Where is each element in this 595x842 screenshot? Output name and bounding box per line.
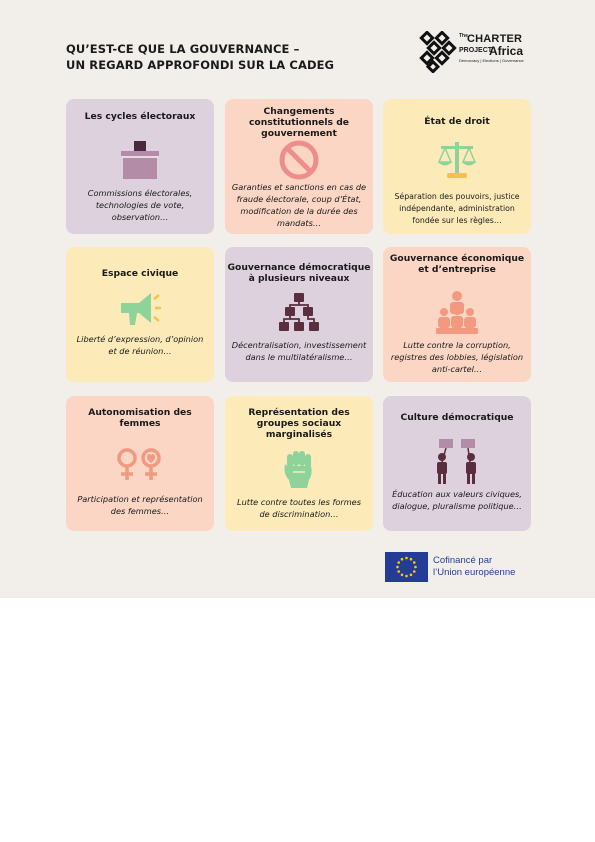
card-description: Décentralisation, investissement dans le multilatéralisme…	[231, 340, 367, 362]
eu-star-icon	[401, 573, 404, 576]
card-unconstitutional-changes	[225, 99, 373, 234]
card-title: Les cycles électoraux	[84, 111, 196, 122]
eu-star-icon	[405, 575, 408, 578]
logo-mark-icon	[419, 31, 457, 73]
raised-fist-icon	[225, 448, 373, 490]
eu-line-1: Cofinancé par	[433, 555, 493, 566]
card-description: Séparation des pouvoirs, justice indépendante, administration fondée sur les règles…	[394, 192, 520, 225]
eu-star-icon	[413, 561, 416, 564]
eu-cofunding-badge	[385, 552, 535, 582]
card-marginalized-groups	[225, 396, 373, 531]
card-description: Liberté d’expression, d’opinion et de réunion…	[76, 334, 204, 356]
card-title: Autonomisation des femmes	[88, 407, 192, 429]
business-meeting-icon	[383, 290, 531, 336]
title-line-2: UN REGARD APPROFONDI SUR LA CADEG	[66, 58, 335, 72]
page-title	[66, 41, 334, 73]
megaphone-icon	[66, 289, 214, 329]
logo-project: PROJECT	[459, 47, 493, 54]
ballot-box-icon	[66, 139, 214, 181]
card-women-empowerment	[66, 396, 214, 531]
protesters-icon	[383, 436, 531, 486]
card-title: Gouvernance démocratique à plusieurs niveaux	[227, 262, 371, 284]
scales-icon	[383, 136, 531, 180]
logo-charter: CHARTER	[467, 33, 523, 45]
card-title: Changements constitutionnels de gouvernement	[248, 106, 350, 139]
gender-symbols-icon	[66, 446, 214, 484]
logo-africa: Africa	[489, 44, 524, 58]
card-description: Lutte contre toutes les formes de discrimination…	[237, 497, 361, 519]
eu-star-icon	[410, 558, 413, 561]
card-civic-space	[66, 247, 214, 382]
card-multilevel-governance	[225, 247, 373, 382]
charter-project-logo	[419, 31, 539, 73]
card-electoral-cycles	[66, 99, 214, 234]
card-democratic-culture	[383, 396, 531, 531]
card-title: Représentation des groupes sociaux marginalisés	[248, 407, 350, 440]
card-economic-governance	[383, 247, 531, 382]
eu-line-2: l’Union européenne	[433, 567, 516, 578]
logo-tagline: Democracy | Elections | Governance	[459, 58, 524, 63]
eu-star-icon	[405, 557, 408, 560]
eu-star-icon	[414, 566, 417, 569]
card-title: Culture démocratique	[400, 412, 514, 423]
eu-flag-icon	[385, 552, 428, 582]
card-title: Espace civique	[101, 268, 179, 279]
logo-the: The	[459, 33, 468, 39]
card-description: Lutte contre la corruption, registres des lobbies, législation anti-cartel…	[390, 340, 524, 374]
card-description: Garanties et sanctions en cas de fraude électorale, coup d’État, modification de la durée des mandats…	[231, 182, 367, 228]
eu-star-icon	[413, 570, 416, 573]
eu-star-icon	[397, 570, 400, 573]
card-description: Participation et représentation des femmes…	[77, 494, 203, 516]
card-title: État de droit	[424, 116, 490, 127]
title-line-1: QU’EST-CE QUE LA GOUVERNANCE –	[66, 42, 300, 56]
eu-star-icon	[410, 573, 413, 576]
eu-star-icon	[396, 566, 399, 569]
prohibited-icon	[225, 139, 373, 181]
card-description: Commissions électorales, technologies de vote, observation…	[87, 188, 193, 222]
card-rule-of-law	[383, 99, 531, 234]
eu-star-icon	[397, 561, 400, 564]
card-title: Gouvernance économique et d’entreprise	[389, 253, 525, 275]
eu-cofunding-text	[433, 555, 515, 579]
card-description: Éducation aux valeurs civiques, dialogue, pluralisme politique…	[392, 489, 522, 511]
eu-star-icon	[401, 558, 404, 561]
hierarchy-icon	[225, 292, 373, 334]
